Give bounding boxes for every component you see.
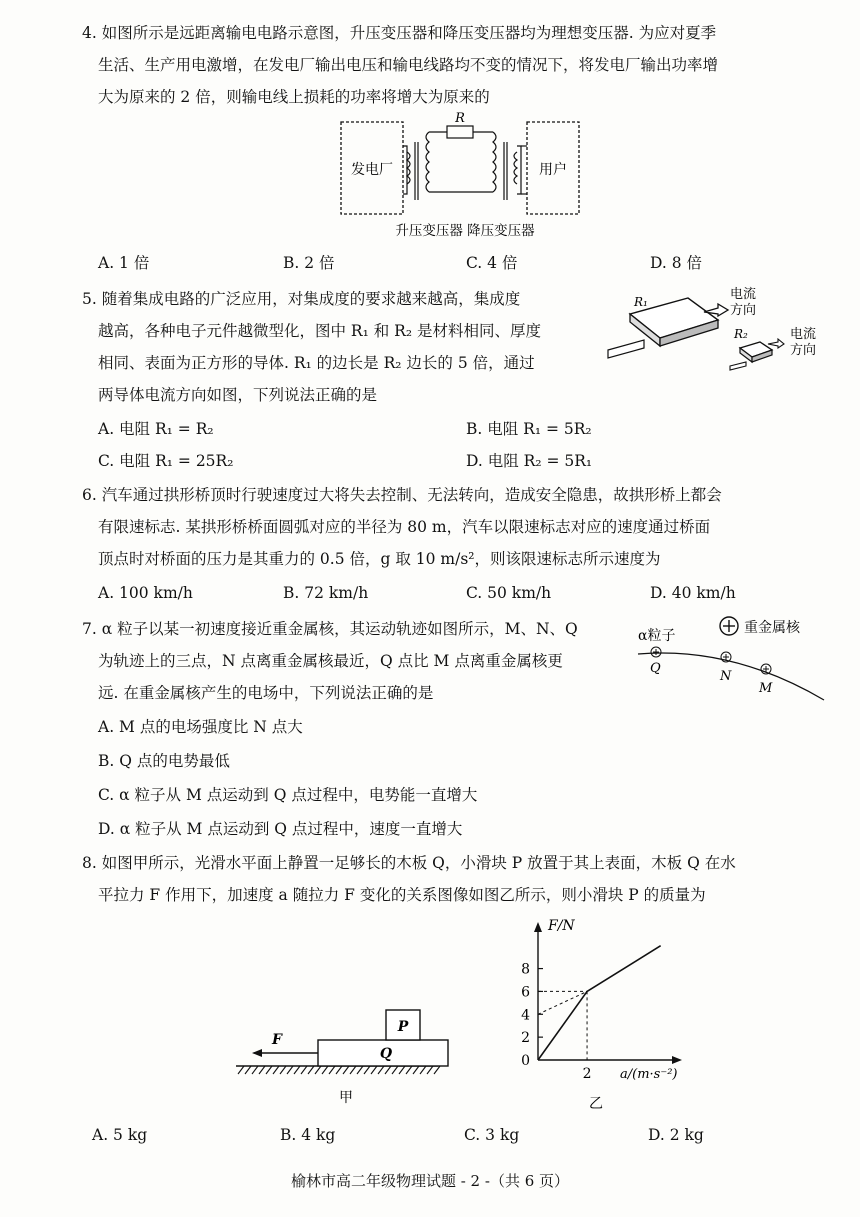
current2-label-b: 方向 bbox=[790, 343, 817, 358]
q4-option-b[interactable]: B. 2 倍 bbox=[283, 254, 335, 272]
point-q-label: Q bbox=[650, 661, 661, 676]
current1-label-a: 电流 bbox=[730, 287, 757, 302]
q6-option-a[interactable]: A. 100 km/h bbox=[98, 584, 193, 602]
chart-y-tick-label-4: 4 bbox=[521, 1007, 530, 1024]
q4-line-1: 4. 如图所示是远距离输电电路示意图，升压变压器和降压变压器均为理想变压器. 为应对夏季 bbox=[82, 24, 717, 42]
board-q-label: Q bbox=[379, 1046, 393, 1062]
q6-line-2: 有限速标志. 某拱形桥桥面圆弧对应的半径为 80 m，汽车以限速标志对应的速度通过桥面 bbox=[98, 518, 711, 536]
current2-label-a: 电流 bbox=[790, 327, 817, 342]
q8-option-d[interactable]: D. 2 kg bbox=[648, 1126, 704, 1144]
q5-line-1: 5. 随着集成电路的广泛应用，对集成度的要求越来越高，集成度 bbox=[82, 290, 521, 308]
q4-option-d[interactable]: D. 8 倍 bbox=[650, 254, 703, 272]
q6-option-b[interactable]: B. 72 km/h bbox=[283, 584, 369, 602]
q6-option-d[interactable]: D. 40 km/h bbox=[650, 584, 736, 602]
q7-option-a[interactable]: A. M 点的电场强度比 N 点大 bbox=[98, 718, 303, 736]
q7-trajectory-diagram bbox=[632, 608, 832, 708]
r2-label: R₂ bbox=[734, 327, 748, 341]
q6-option-c[interactable]: C. 50 km/h bbox=[466, 584, 552, 602]
generator-label: 发电厂 bbox=[351, 162, 393, 178]
chart-y-tick-label-8: 8 bbox=[521, 961, 530, 978]
q7-option-d[interactable]: D. α 粒子从 M 点运动到 Q 点过程中，速度一直增大 bbox=[98, 820, 463, 838]
q5-option-d[interactable]: D. 电阻 R₂ = 5R₁ bbox=[466, 452, 593, 470]
q8-chart-yi bbox=[508, 908, 698, 1118]
user-label: 用户 bbox=[539, 162, 567, 178]
q6-line-3: 顶点时对桥面的压力是其重力的 0.5 倍，g 取 10 m/s²，则该限速标志所示速度为 bbox=[98, 550, 661, 568]
q4-line-3: 大为原来的 2 倍，则输电线上损耗的功率将增大为原来的 bbox=[98, 88, 490, 106]
force-arrow-icon bbox=[252, 1049, 262, 1057]
q4-option-a[interactable]: A. 1 倍 bbox=[98, 254, 150, 272]
q8-option-c[interactable]: C. 3 kg bbox=[464, 1126, 520, 1144]
chart-x-axis-label: a/(m·s⁻²) bbox=[620, 1067, 678, 1082]
point-n-label: N bbox=[720, 669, 732, 684]
chart-y-tick-label-0: 0 bbox=[521, 1053, 530, 1069]
q5-option-c[interactable]: C. 电阻 R₁ = 25R₂ bbox=[98, 452, 234, 470]
current1-label-b: 方向 bbox=[730, 303, 757, 318]
q8-line-1: 8. 如图甲所示，光滑水平面上静置一足够长的木板 Q，小滑块 P 放置于其上表面，木板 Q 在水 bbox=[82, 854, 736, 872]
chart-x-tick-label-2: 2 bbox=[582, 1066, 592, 1082]
q4-line-2: 生活、生产用电激增，在发电厂输出电压和输电线路均不变的情况下，将发电厂输出功率增 bbox=[98, 56, 719, 74]
q8-line-2: 平拉力 F 作用下，加速度 a 随拉力 F 变化的关系图像如图乙所示，则小滑块 P 的质量为 bbox=[98, 886, 706, 904]
page-footer: 榆林市高二年级物理试题 - 2 -（共 6 页） bbox=[290, 1172, 570, 1190]
q5-option-a[interactable]: A. 电阻 R₁ = R₂ bbox=[98, 420, 214, 438]
q8-option-b[interactable]: B. 4 kg bbox=[280, 1126, 336, 1144]
resistor-r bbox=[447, 126, 473, 138]
q7-option-b[interactable]: B. Q 点的电势最低 bbox=[98, 752, 230, 770]
nucleus-label: 重金属核 bbox=[744, 620, 800, 636]
figure-jia-caption: 甲 bbox=[339, 1090, 353, 1106]
figure-yi-caption: 乙 bbox=[589, 1096, 603, 1112]
chart-y-tick-label-2: 2 bbox=[521, 1030, 530, 1047]
chart-series-line-1 bbox=[538, 991, 587, 1060]
q8-option-a[interactable]: A. 5 kg bbox=[92, 1126, 148, 1144]
resistor-label: R bbox=[455, 112, 465, 126]
q7-line-2: 为轨迹上的三点，N 点离重金属核最近，Q 点比 M 点离重金属核更 bbox=[98, 652, 563, 670]
q5-option-b[interactable]: B. 电阻 R₁ = 5R₂ bbox=[466, 420, 592, 438]
chart-y-arrow-icon bbox=[534, 922, 542, 932]
chart-x-arrow-icon bbox=[672, 1056, 682, 1064]
q5-conductors-diagram bbox=[600, 280, 840, 380]
q5-line-2: 越高，各种电子元件越微型化，图中 R₁ 和 R₂ 是材料相同、厚度 bbox=[98, 322, 541, 340]
q6-line-1: 6. 汽车通过拱形桥顶时行驶速度过大将失去控制、无法转向，造成安全隐患，故拱形桥上都会 bbox=[82, 486, 722, 504]
q5-line-4: 两导体电流方向如图，下列说法正确的是 bbox=[98, 386, 378, 404]
r1-label: R₁ bbox=[634, 295, 648, 309]
transformer-caption: 升压变压器 降压变压器 bbox=[395, 223, 535, 239]
chart-y-axis-label: F/N bbox=[548, 918, 575, 934]
q7-option-c[interactable]: C. α 粒子从 M 点运动到 Q 点过程中，电势能一直增大 bbox=[98, 786, 478, 804]
block-p-label: P bbox=[397, 1019, 409, 1035]
chart-series-line-2 bbox=[587, 946, 661, 992]
q4-circuit-diagram bbox=[335, 112, 595, 246]
force-f-label: F bbox=[272, 1032, 282, 1048]
chart-y-tick-label-6: 6 bbox=[521, 984, 530, 1001]
q5-line-3: 相同、表面为正方形的导体. R₁ 的边长是 R₂ 边长的 5 倍，通过 bbox=[98, 354, 535, 372]
q4-option-c[interactable]: C. 4 倍 bbox=[466, 254, 518, 272]
point-m-label: M bbox=[759, 681, 773, 696]
alpha-particle-label: α粒子 bbox=[638, 628, 676, 644]
q7-line-3: 远. 在重金属核产生的电场中，下列说法正确的是 bbox=[98, 684, 434, 702]
q8-figure-jia bbox=[228, 1004, 458, 1108]
q7-line-1: 7. α 粒子以某一初速度接近重金属核，其运动轨迹如图所示，M、N、Q bbox=[82, 620, 578, 638]
